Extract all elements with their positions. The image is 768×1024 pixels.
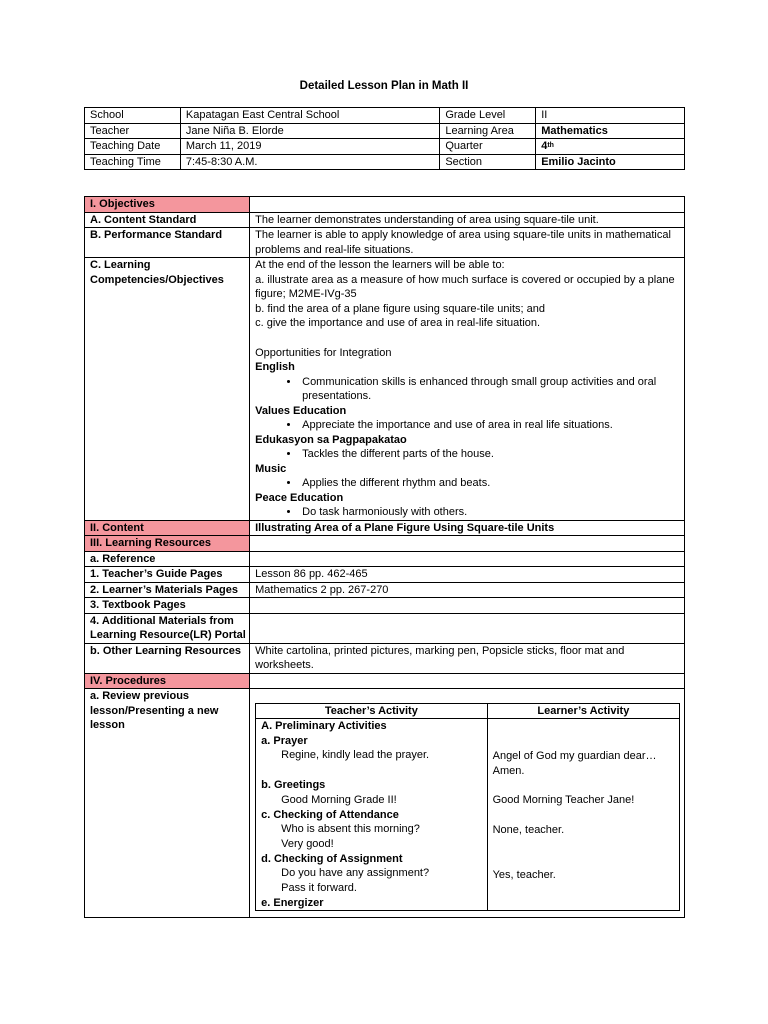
empty-cell [250, 197, 685, 213]
school-label: School [85, 108, 181, 124]
table-row [85, 598, 685, 614]
tg-value: Lesson 86 pp. 462-465 [250, 567, 685, 583]
peace-item: • Do task harmoniously with others. [300, 505, 684, 520]
am-label: 4. Additional Materials from Learning Resource(LR) Portal [85, 613, 250, 643]
prayer-learner: Angel of God my guardian dear…Amen. [492, 750, 657, 777]
activity-table [255, 703, 680, 911]
greet-learner: Good Morning Teacher Jane! [492, 794, 635, 807]
objective-c: c. give the importance and use of area in real-life situation. [255, 317, 541, 329]
table-row [85, 228, 685, 258]
lm-value: Mathematics 2 pp. 267-270 [250, 582, 685, 598]
procedures-header: IV. Procedures [85, 673, 250, 689]
content-standard-value: The learner demonstrates understanding of area using square-tile unit. [250, 212, 685, 228]
prayer-heading: a. Prayer [261, 734, 308, 747]
table-row [85, 520, 685, 536]
prelim-heading: A. Preliminary Activities [261, 720, 387, 732]
area-value: Mathematics [536, 123, 685, 139]
table-row [85, 673, 685, 689]
table-row [256, 719, 680, 911]
empty-cell [250, 551, 685, 567]
empty-cell [250, 536, 685, 552]
time-label: Teaching Time [85, 154, 181, 170]
integration-title: Opportunities for Integration [255, 346, 392, 359]
time-value: 7:45-8:30 A.M. [180, 154, 439, 170]
attend-teacher-1: Who is absent this morning? [281, 823, 420, 836]
table-row [85, 108, 685, 124]
content-value: Illustrating Area of a Plane Figure Using Square-tile Units [250, 520, 685, 536]
table-row [85, 551, 685, 567]
table-row [85, 536, 685, 552]
assign-learner: Yes, teacher. [492, 868, 556, 881]
table-row [85, 212, 685, 228]
quarter-suffix: th [547, 142, 554, 149]
page-title: Detailed Lesson Plan in Math II [299, 80, 469, 92]
attend-heading: c. Checking of Attendance [261, 808, 399, 821]
table-row [85, 643, 685, 673]
content-header: II. Content [85, 520, 250, 536]
english-heading: English [255, 361, 295, 373]
attend-learner: None, teacher. [492, 824, 565, 837]
date-label: Teaching Date [85, 139, 181, 155]
content-standard-label: A. Content Standard [85, 212, 250, 228]
learner-activity [487, 719, 680, 911]
english-item: • Communication skills is enhanced through small group activities and oral presentations. [300, 375, 684, 404]
table-row [85, 613, 685, 643]
teacher-value: Jane Niña B. Elorde [180, 123, 439, 139]
values-item: • Appreciate the importance and use of area in real life situations. [300, 418, 684, 433]
energizer-heading: e. Energizer [261, 896, 324, 909]
table-row [85, 258, 685, 521]
table-row [256, 704, 680, 719]
competencies-value [250, 258, 685, 521]
esp-heading: Edukasyon sa Pagpapakatao [255, 433, 407, 446]
quarter-value [536, 139, 685, 155]
area-label: Learning Area [440, 123, 536, 139]
objective-a: a. illustrate area as a measure of how much surface is covered or occupied by a plane figure; M2ME-IVg-35 [255, 273, 675, 300]
objectives-header: I. Objectives [85, 197, 250, 213]
attend-teacher-2: Very good! [281, 837, 334, 850]
objectives-intro: At the end of the lesson the learners will be able to: [255, 259, 505, 271]
assign-teacher-2: Pass it forward. [281, 882, 357, 895]
table-row [85, 154, 685, 170]
lm-label: 2. Learner’s Materials Pages [85, 582, 250, 598]
tb-label: 3. Textbook Pages [85, 598, 250, 614]
section-label: Section [440, 154, 536, 170]
table-row [85, 197, 685, 213]
prayer-teacher: Regine, kindly lead the prayer. [281, 749, 430, 762]
table-row [85, 139, 685, 155]
greet-heading: b. Greetings [261, 779, 326, 792]
assign-heading: d. Checking of Assignment [261, 852, 403, 865]
esp-item: • Tackles the different parts of the house. [300, 447, 684, 462]
reference-label: a. Reference [85, 551, 250, 567]
objective-b: b. find the area of a plane figure using square-tile units; and [255, 302, 545, 315]
competencies-label: C. Learning Competencies/Objectives [85, 258, 250, 521]
table-row [85, 582, 685, 598]
review-label: a. Review previous lesson/Presenting a new lesson [85, 689, 250, 918]
other-value: White cartolina, printed pictures, marking pen, Popsicle sticks, floor mat and worksheets. [250, 643, 685, 673]
grade-value: II [536, 108, 685, 124]
quarter-label: Quarter [440, 139, 536, 155]
learner-activity-header: Learner’s Activity [487, 704, 680, 719]
empty-cell [250, 598, 685, 614]
music-heading: Music [255, 462, 287, 475]
grade-label: Grade Level [440, 108, 536, 124]
empty-cell [250, 613, 685, 643]
greet-teacher: Good Morning Grade II! [281, 793, 397, 806]
table-row [85, 567, 685, 583]
quarter-number: 4 [541, 140, 548, 152]
teacher-activity [256, 719, 487, 911]
info-table [84, 107, 685, 170]
activity-cell [250, 689, 685, 918]
table-row [85, 689, 685, 918]
other-label: b. Other Learning Resources [85, 643, 250, 673]
peace-heading: Peace Education [255, 491, 344, 504]
tg-label: 1. Teacher’s Guide Pages [85, 567, 250, 583]
values-heading: Values Education [255, 404, 347, 417]
table-row [85, 123, 685, 139]
section-value: Emilio Jacinto [536, 154, 685, 170]
performance-standard-value: The learner is able to apply knowledge of area using square-tile units in mathematical problems and real-life situations. [250, 228, 685, 258]
lesson-plan-table [84, 196, 685, 918]
assign-teacher-1: Do you have any assignment? [281, 867, 430, 880]
school-value: Kapatagan East Central School [180, 108, 439, 124]
performance-standard-label: B. Performance Standard [85, 228, 250, 258]
date-value: March 11, 2019 [180, 139, 439, 155]
music-item: • Applies the different rhythm and beats. [300, 476, 684, 491]
resources-header: III. Learning Resources [85, 536, 250, 552]
teacher-activity-header: Teacher’s Activity [256, 704, 487, 719]
empty-cell [250, 673, 685, 689]
teacher-label: Teacher [85, 123, 181, 139]
